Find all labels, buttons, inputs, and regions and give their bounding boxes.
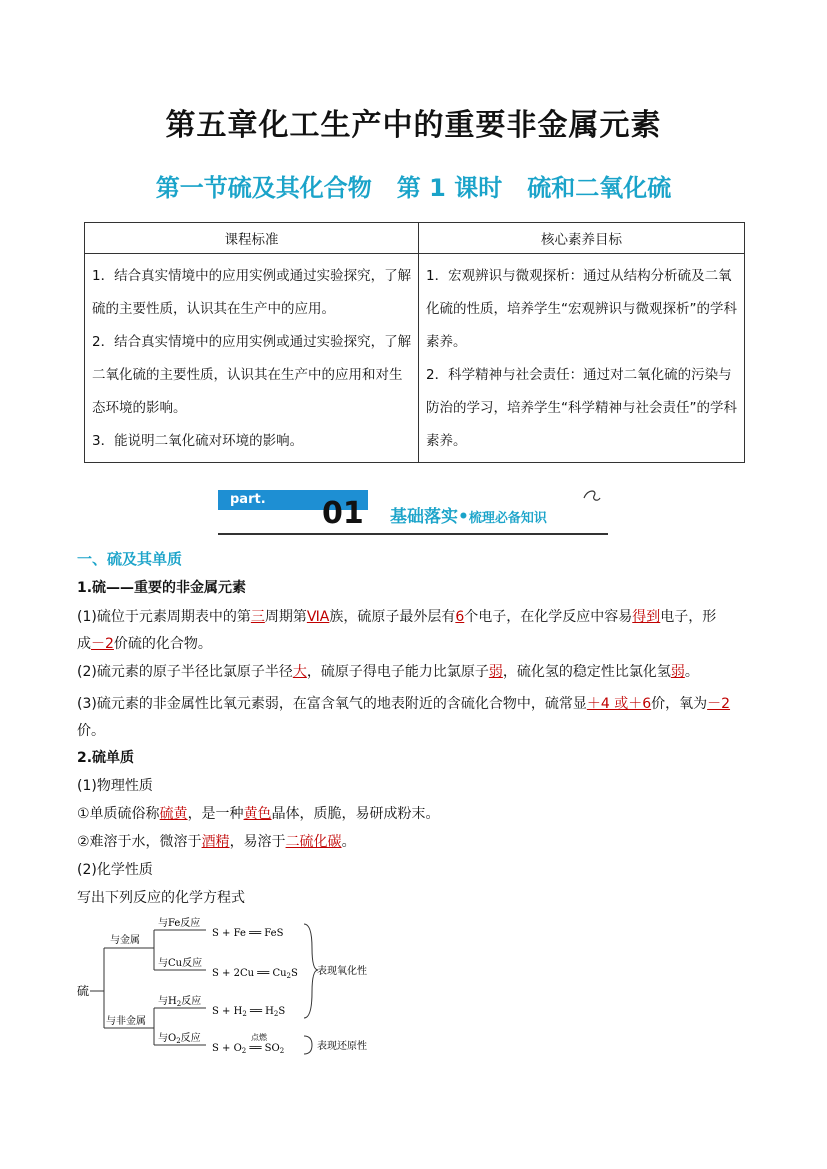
standard-item: 2．结合真实情境中的应用实例或通过实验探究，了解二氧化硫的主要性质，认识其在生产中的应用和对生态环境的影响。 (92, 334, 412, 416)
equation-o2: $S + O_2$ ══ $SO_2$ (212, 1043, 285, 1055)
subheading-sulfur: 1.硫——重要的非金属元素 (77, 580, 247, 596)
label-reducing: 表现还原性 (317, 1041, 367, 1052)
section-heading: 一、硫及其单质 (77, 550, 183, 568)
goal-item: 2．科学精神与社会责任：通过对二氧化硫的污染与防治的学习，培养学生“科学精神与社会责任”的学科素养。 (426, 367, 737, 449)
table-header-goals: 核心素养目标 (419, 223, 745, 254)
branch-metal: 与金属 (110, 935, 140, 946)
section-subtitle: 第一节硫及其化合物 第 1 课时 硫和二氧化硫 (155, 174, 672, 202)
equation-fe: S + Fe ══ FeS (212, 928, 284, 939)
part-heading: 基础落实•梳理必备知识 (390, 507, 547, 527)
part-number: 01 (322, 496, 364, 531)
chapter-title: 第五章化工生产中的重要非金属元素 (165, 108, 662, 143)
swirl-icon (582, 488, 602, 504)
paragraph-3: (3)硫元素的非金属性比氧元素弱，在富含氧气的地表附近的含硫化合物中，硫常显＋4 或＋6价，氧为－2价。 (77, 696, 731, 739)
chemical-properties-label: (2)化学性质 (77, 862, 153, 878)
subheading-sulfur-element: 2.硫单质 (77, 750, 135, 766)
standard-item: 3．能说明二氧化硫对环境的影响。 (92, 433, 304, 449)
branch-h2: 与$H_2$反应 (158, 996, 202, 1008)
instruction-text: 写出下列反应的化学方程式 (77, 890, 245, 906)
reaction-diagram (72, 910, 392, 1060)
table-header-standard: 课程标准 (85, 223, 419, 254)
part-label: part. (218, 490, 368, 510)
curriculum-table (84, 222, 745, 463)
diagram-root: 硫 (77, 984, 90, 998)
physical-item-1: ①单质硫俗称硫黄，是一种黄色晶体，质脆，易研成粉末。 (77, 806, 440, 822)
goals-cell (419, 254, 745, 463)
branch-o2: 与$O_2$反应 (158, 1033, 201, 1045)
goal-item: 1．宏观辨识与微观探析：通过从结构分析硫及二氧化硫的性质，培养学生“宏观辨识与微观探析”的学科素养。 (426, 268, 737, 350)
standard-cell (85, 254, 419, 463)
equation-h2: $S + H_2$ ══ $H_2S$ (212, 1006, 286, 1018)
equation-cu: S + 2Cu ══ $Cu_2S$ (212, 968, 298, 980)
standard-item: 1．结合真实情境中的应用实例或通过实验探究，了解硫的主要性质，认识其在生产中的应用。 (92, 268, 412, 317)
branch-cu: 与Cu反应 (158, 958, 203, 969)
paragraph-2: (2)硫元素的原子半径比氯原子半径大，硫原子得电子能力比氯原子弱，硫化氢的稳定性比氯化氢弱。 (77, 664, 699, 680)
paragraph-1-line-2: 成－2价硫的化合物。 (77, 636, 212, 652)
paragraph-1-line-1: (1)硫位于元素周期表中的第三周期第ⅥA族，硫原子最外层有6个电子，在化学反应中容易得到电子，形 (77, 609, 717, 625)
label-oxidizing: 表现氧化性 (317, 966, 367, 977)
banner-divider (218, 533, 608, 535)
branch-nonmetal: 与非金属 (106, 1016, 146, 1027)
branch-fe: 与Fe反应 (158, 918, 201, 929)
condition-ignite: 点燃 (251, 1033, 267, 1042)
part-banner (218, 488, 610, 538)
physical-item-2: ②难溶于水，微溶于酒精，易溶于二硫化碳。 (77, 834, 356, 850)
physical-properties-label: (1)物理性质 (77, 778, 153, 794)
